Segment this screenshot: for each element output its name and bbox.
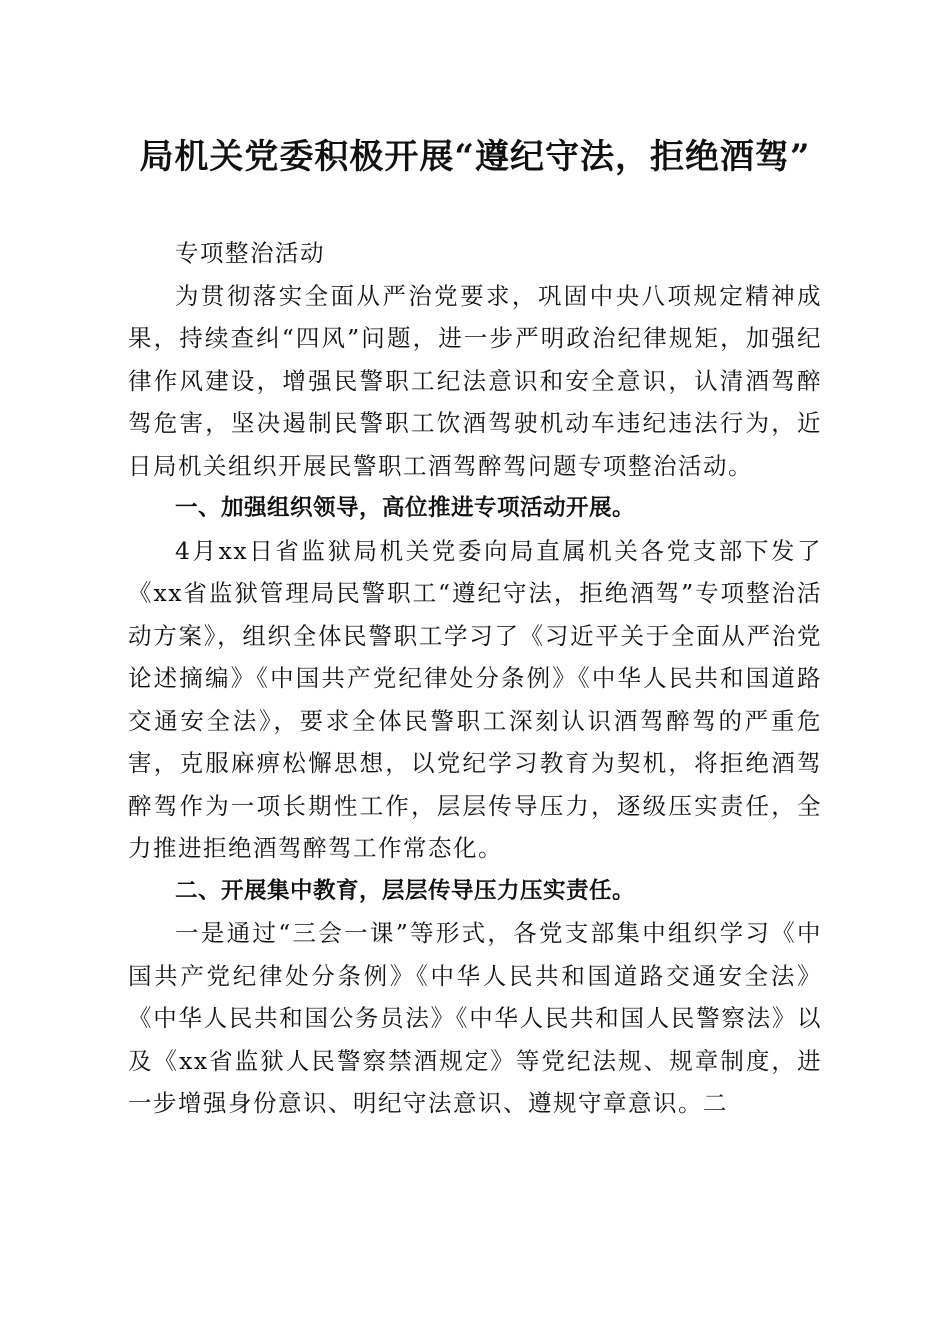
document-title: 局机关党委积极开展“遵纪守法，拒绝酒驾” (139, 137, 811, 177)
section-2-paragraph: 一是通过“三会一课”等形式，各党支部集中组织学习《中国共产党纪律处分条例》《中华人民共和国道路交通安全法》《中华人民共和国公务员法》《中华人民共和国人民警察法》以及《xx省监狱人民警察禁酒规定》等党纪法规、规章制度，进一步增强身份意识、明纪守法意识、遵规守章意识。二 (128, 919, 822, 1117)
section-heading-1: 一、加强组织领导，高位推进专项活动开展。 (175, 495, 636, 521)
subtitle-paragraph: 专项整治活动 (175, 239, 325, 267)
intro-paragraph: 为贯彻落实全面从严治党要求，巩固中央八项规定精神成果，持续查纠“四风”问题，进一步严明政治纪律规矩，加强纪律作风建设，增强民警职工纪法意识和安全意识，认清酒驾醉驾危害，坚决遏制民警职工饮酒驾驶机动车违纪违法行为，近日局机关组织开展民警职工酒驾醉驾问题专项整治活动。 (128, 281, 822, 480)
section-1-paragraph: 4月xx日省监狱局机关党委向局直属机关各党支部下发了《xx省监狱管理局民警职工“遵纪守法，拒绝酒驾”专项整治活动方案》，组织全体民警职工学习了《习近平关于全面从严治党论述摘编》《中国共产党纪律处分条例》《中华人民共和国道路交通安全法》，要求全体民警职工深刻认识酒驾醉驾的严重危害，克服麻痹松懈思想，以党纪学习教育为契机，将拒绝酒驾醉驾作为一项长期性工作，层层传导压力，逐级压实责任，全力推进拒绝酒驾醉驾工作常态化。 (128, 536, 822, 862)
document-body (128, 232, 822, 1125)
section-heading-2: 二、开展集中教育，层层传导压力压实责任。 (175, 877, 636, 904)
